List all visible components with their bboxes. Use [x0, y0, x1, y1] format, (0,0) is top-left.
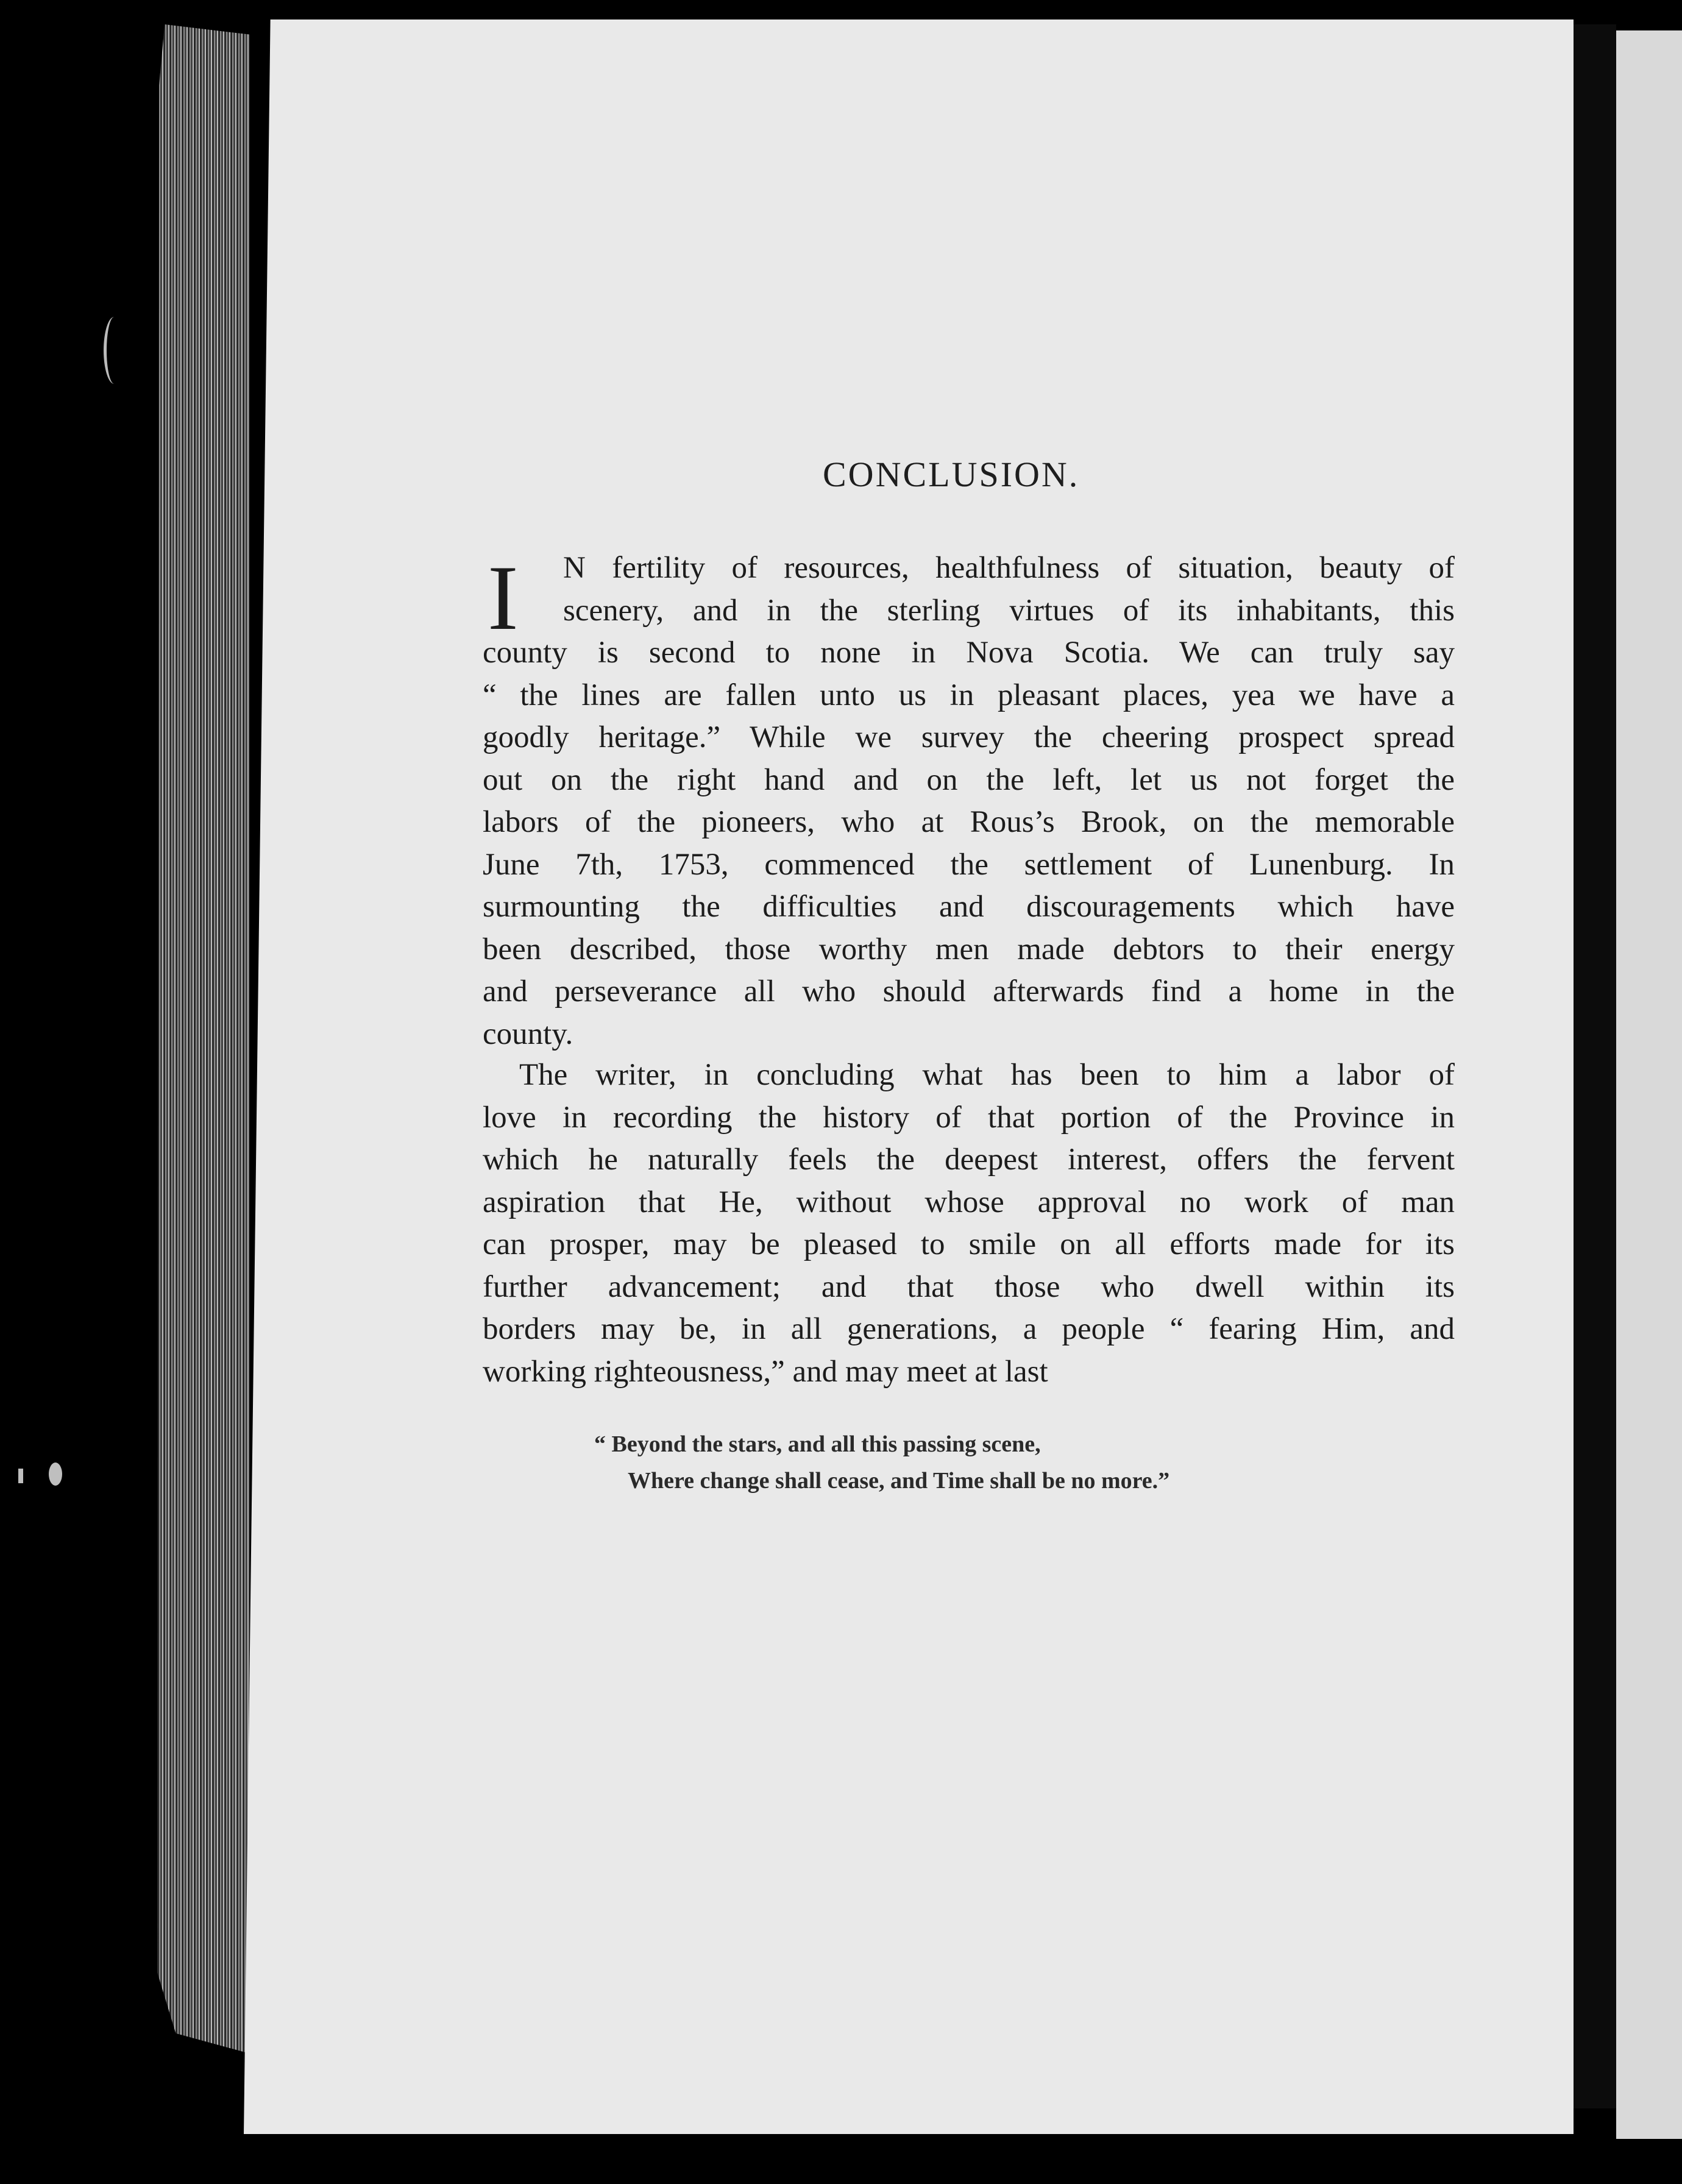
text-line: surmounting the difficulties and discouragements which have [483, 890, 1455, 924]
text-line: “ the lines are fallen unto us in pleasant places, yea we have a [483, 678, 1455, 712]
text-line: working righteousness,” and may meet at last [483, 1354, 1048, 1389]
text-line: borders may be, in all generations, a people “ fearing Him, and [483, 1312, 1455, 1346]
text-line: The writer, in concluding what has been to him a labor of [519, 1058, 1455, 1092]
text-line: out on the right hand and on the left, let us not forget the [483, 762, 1455, 797]
text-line: further advancement; and that those who dwell within its [483, 1269, 1455, 1304]
scan-speck [18, 1469, 23, 1483]
text-line: and perseverance all who should afterwards find a home in the [483, 974, 1455, 1009]
text-line: scenery, and in the sterling virtues of its inhabitants, this [563, 593, 1455, 628]
text-line: love in recording the history of that portion of the Province in [483, 1100, 1455, 1135]
paragraph-1 [483, 547, 1455, 1055]
paragraph-2 [483, 1054, 1455, 1393]
book-gutter [1574, 24, 1616, 2108]
text-line: N fertility of resources, healthfulness of situation, beauty of [563, 551, 1455, 585]
text-line: can prosper, may be pleased to smile on all efforts made for its [483, 1227, 1455, 1261]
verse-quote [594, 1426, 1169, 1499]
text-line: labors of the pioneers, who at Rous’s Brook, on the memorable [483, 805, 1455, 839]
verse-line: “ Beyond the stars, and all this passing scene, [594, 1431, 1041, 1457]
book-page-edges [157, 24, 250, 2054]
drop-cap: I [488, 547, 519, 649]
text-line: which he naturally feels the deepest interest, offers the fervent [483, 1143, 1455, 1177]
page-title: CONCLUSION. [823, 455, 1080, 494]
scan-speck [49, 1462, 62, 1486]
text-line: June 7th, 1753, commenced the settlement of Lunenburg. In [483, 847, 1455, 882]
text-line: aspiration that He, without whose approval no work of man [483, 1185, 1455, 1219]
scan-speck [104, 317, 125, 384]
text-line: goodly heritage.” While we survey the cheering prospect spread [483, 720, 1455, 754]
verse-line: Where change shall cease, and Time shall be no more.” [628, 1468, 1170, 1494]
text-line: been described, those worthy men made debtors to their energy [483, 932, 1455, 966]
text-line: county is second to none in Nova Scotia. We can truly say [483, 636, 1455, 670]
text-line: county. [483, 1016, 573, 1051]
facing-page-edge [1616, 30, 1682, 2139]
